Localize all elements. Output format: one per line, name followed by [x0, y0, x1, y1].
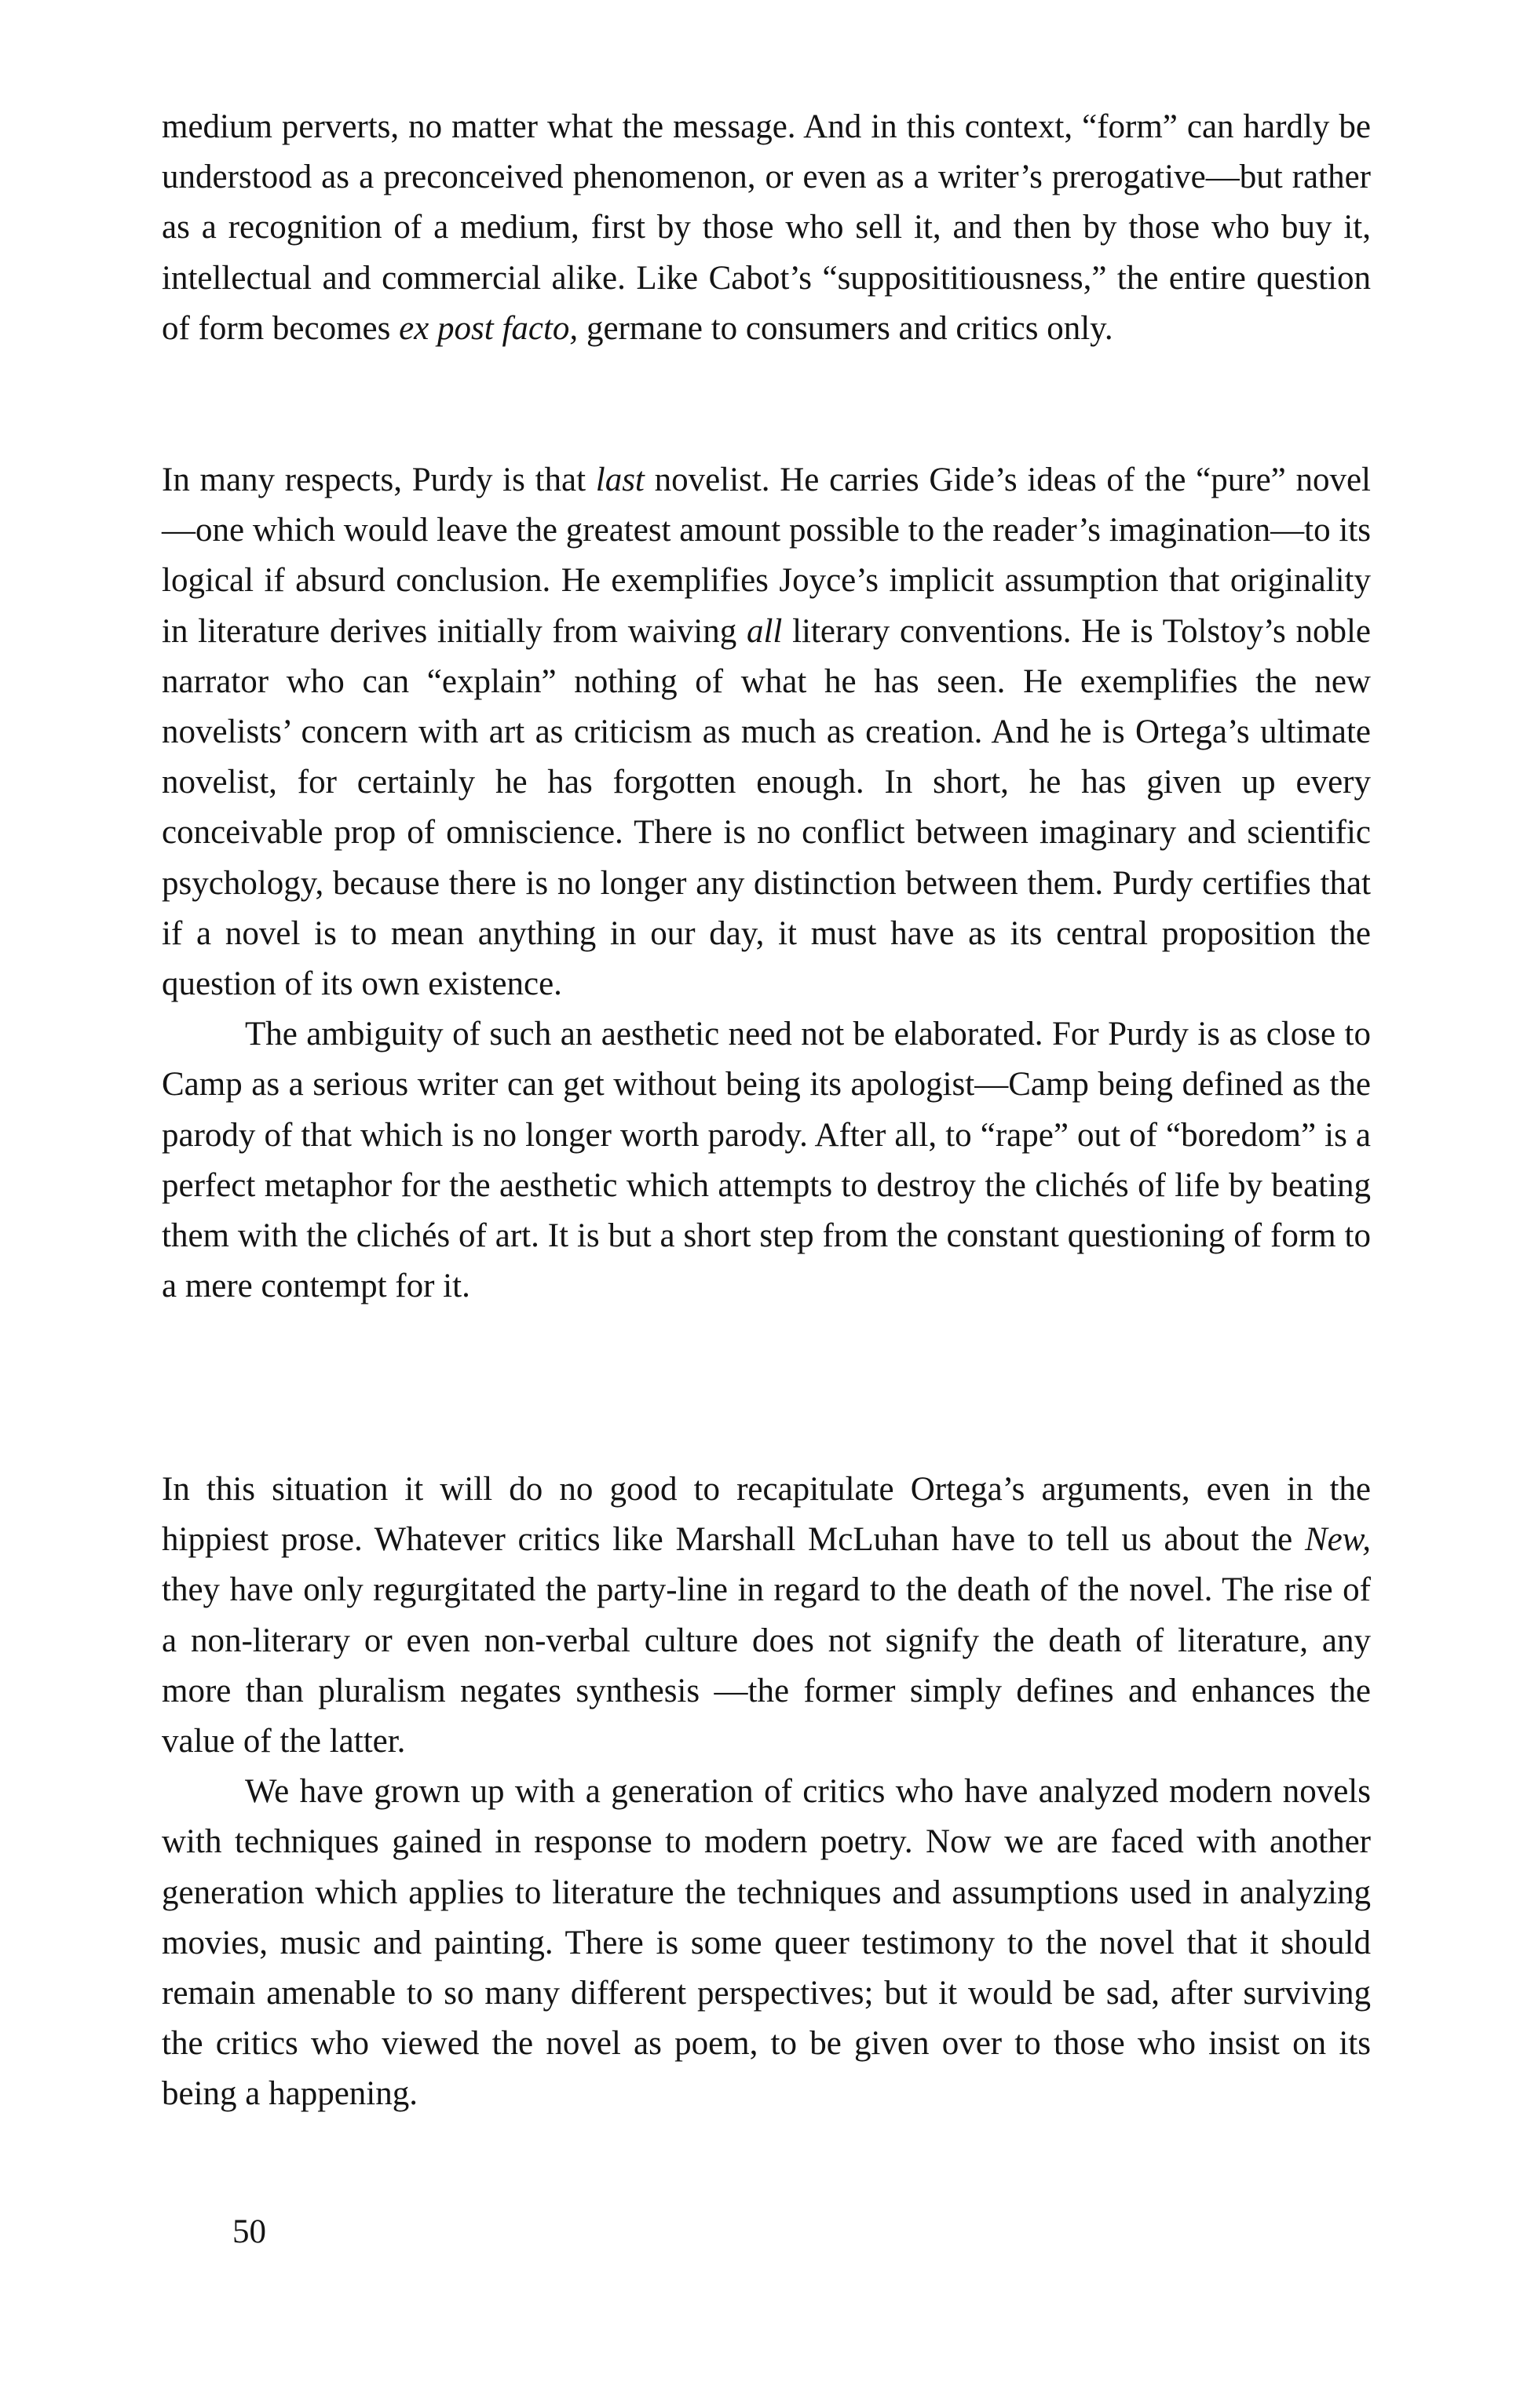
text-run-italic: all — [746, 612, 783, 650]
text-run: In many respects, Purdy is that — [162, 462, 596, 498]
text-run: In this situation it will do no good to recapitulate Ortega’s arguments, even in the hippiest prose. Whatever critics like Marshall McLuhan have to tell us about the — [162, 1471, 1371, 1559]
section-3 — [162, 1465, 1371, 2120]
text-run: We have grown up with a generation of critics who have analyzed modern novels with techniques gained in response to modern poetry. Now we are faced with another generation which applies to literature the techniques and assumptions used in analyzing movies, music and painting. There is some queer testimony to the novel that it should remain amenable to so many different perspectives; but it would be sad, after surviving the critics who viewed the novel as poem, to be given over to those who insist on its being a happening. — [162, 1773, 1371, 2113]
text-run: novelist. He carries Gide’s ideas of the “pure” novel—one which would leave the greatest amount possible to the reader’s imagination—to its logical if absurd conclusion. He exemplifies Joyce’s implicit assumption that originality in literature derives initially from waiving — [162, 462, 1371, 650]
paragraph-indented — [162, 1767, 1371, 2119]
text-run: literary conventions. He is Tolstoy’s noble narrator who can “explain” nothing of what he has seen. He exemplifies the new novelists’ concern with art as criticism as much as creation. And he is Ortega’s ultimate novelist, for certainly he has forgotten enough. In short, he has given up every conceivable prop of omniscience. There is no conflict between imaginary and scientific psychology, because there is no longer any distinction between them. Purdy certifies that if a novel is to mean anything in our day, it must have as its central proposition the question of its own existence. — [162, 612, 1371, 1003]
text-run-italic: last — [595, 462, 645, 498]
text-run: they have only regurgitated the party-line in regard to the death of the novel. The rise of a non-literary or even non-verbal culture does not signify the death of literature, any more than pluralism negates synthesis —the former simply defines and enhances the value of the latter. — [162, 1571, 1371, 1760]
paragraph-indented — [162, 1009, 1371, 1312]
section-1 — [162, 102, 1371, 354]
text-run: germane to consumers and critics only. — [578, 309, 1113, 347]
paragraph — [162, 102, 1371, 354]
text-run-italic: ex post facto, — [399, 309, 579, 347]
paragraph — [162, 455, 1371, 1009]
page-number: 50 — [232, 2213, 266, 2250]
text-run: The ambiguity of such an aesthetic need not be elaborated. For Purdy is as close to Camp as a serious writer can get without being its apologist—Camp being defined as the parody of that which is no longer worth parody. After all, to “rape” out of “boredom” is a perfect metaphor for the aesthetic which attempts to destroy the clichés of life by beating them with the clichés of art. It is but a short step from the constant questioning of form to a mere contempt for it. — [162, 1016, 1371, 1305]
paragraph — [162, 1465, 1371, 1767]
text-run-italic: New, — [1304, 1521, 1371, 1559]
text-run: medium perverts, no matter what the message. And in this context, “form” can hardly be understood as a preconceived phenomenon, or even as a writer’s prerogative—but rather as a recognition of a medium, first by those who sell it, and then by those who buy it, intellectual and commercial alike. Like Cabot’s “supposititiousness,” the entire question of form becomes — [162, 108, 1371, 347]
section-2 — [162, 455, 1371, 1312]
